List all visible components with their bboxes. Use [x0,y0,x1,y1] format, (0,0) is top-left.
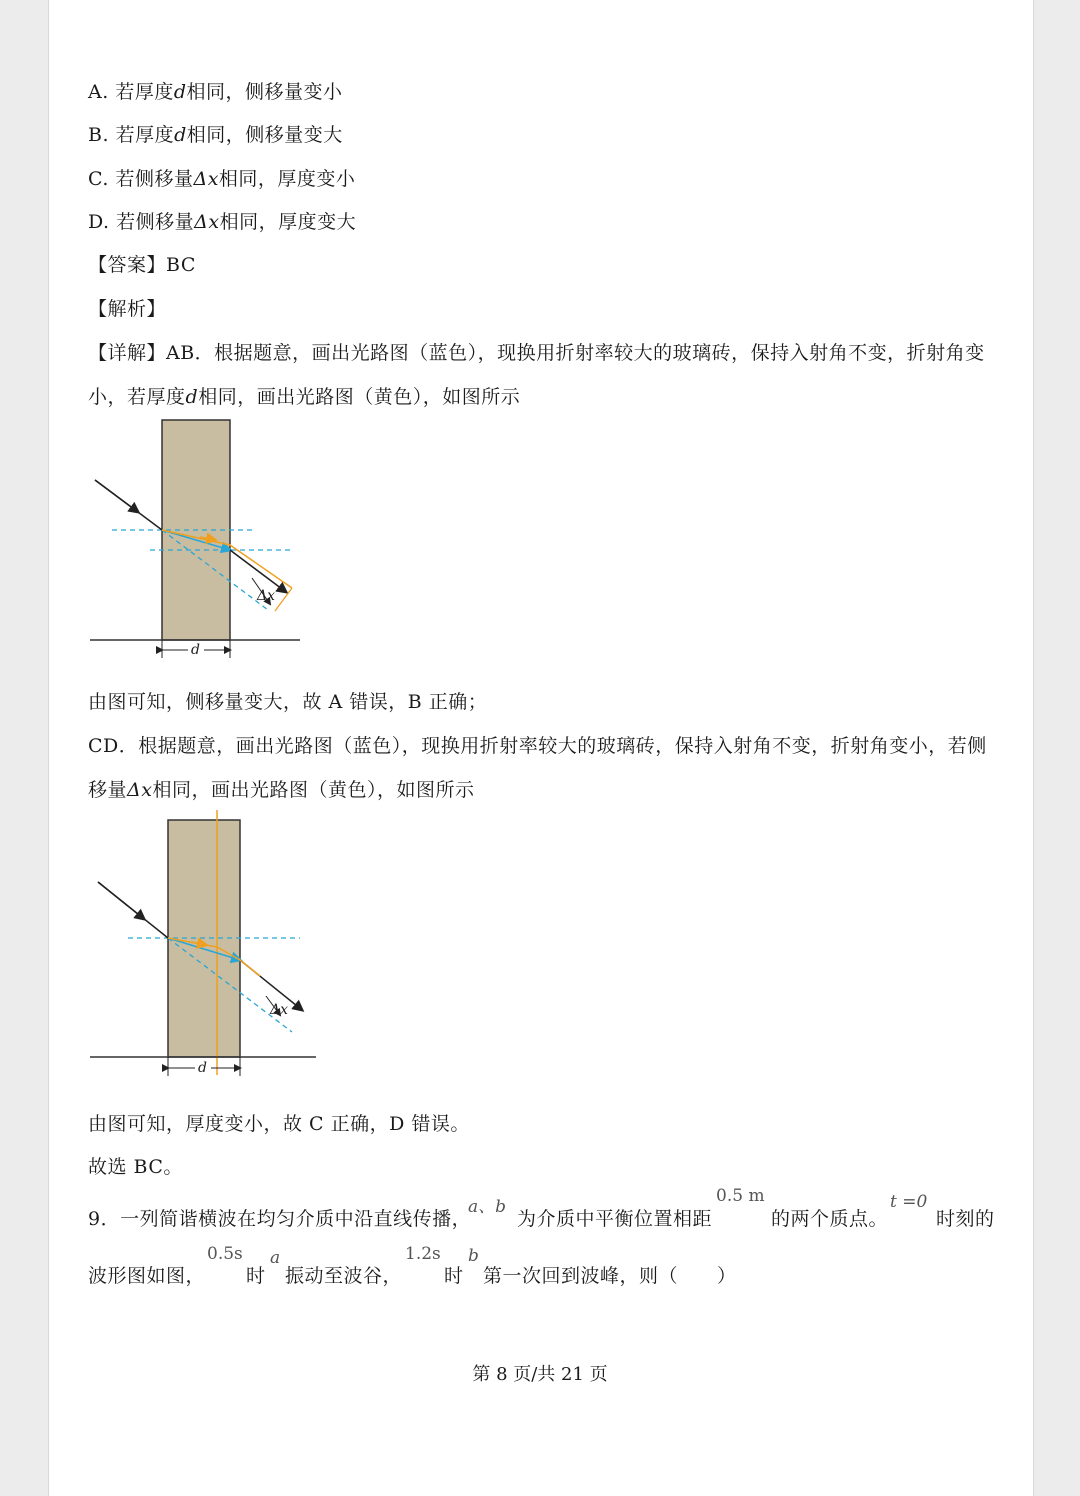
choose-line: 故选 BC。 [88,1156,183,1178]
incident-arrow [95,480,138,512]
q9-time2: 1.2s [405,1244,441,1264]
option-c: C. 若侧移量Δx相同，厚度变小 [88,168,356,190]
option-d: D. 若侧移量Δx相同，厚度变大 [88,211,357,233]
q9-line-2-c: 振动至波谷， [285,1265,403,1287]
cd-line-1: CD．根据题意，画出光路图（蓝色），现换用折射率较大的玻璃砖，保持入射角不变，折射角变小，若侧 [88,735,987,757]
conclusion-1: 由图可知，侧移量变大，故 A 错误，B 正确； [88,691,488,713]
q9-distance: 0.5 m [716,1186,765,1206]
q9-var-a: a [270,1248,281,1268]
detail-line-1: 【详解】AB．根据题意，画出光路图（蓝色），现换用折射率较大的玻璃砖，保持入射角不变，折射角变 [88,342,985,364]
dx-label-2: Δx [270,1002,289,1018]
q9-var-b: b [468,1246,479,1266]
answer-line: 【答案】BC [88,254,196,276]
page-footer: 第 8 页/共 21 页 [472,1364,608,1385]
d-label-2: d [198,1060,207,1076]
q9-time1: 0.5s [207,1244,243,1264]
incident-arrow-2 [98,882,144,919]
q9-line-2-e: 第一次回到波峰，则（ ） [483,1265,737,1287]
q9-line-1-part3: 的两个质点。 [771,1208,889,1230]
figure-1-light-path [80,410,320,670]
q9-line-1-part1: 9．一列简谐横波在均匀介质中沿直线传播， [88,1208,472,1230]
blue-exit-ray [230,550,286,592]
detail-line-2: 小，若厚度d相同，画出光路图（黄色），如图所示 [88,386,521,408]
conclusion-2: 由图可知，厚度变小，故 C 正确，D 错误。 [88,1113,470,1135]
q9-line-2-a: 波形图如图， [88,1265,206,1287]
q9-t0: t =0 [890,1192,928,1212]
q9-line-1-part4: 时刻的 [936,1208,995,1230]
dx-label-1: Δx [257,588,276,604]
q9-line-1-part2: 为介质中平衡位置相距 [517,1208,713,1230]
cd-line-2: 移量Δx相同，画出光路图（黄色），如图所示 [88,779,475,801]
d-label-1: d [191,642,200,658]
q9-line-2-d: 时 [444,1265,464,1287]
option-a: A. 若厚度d相同，侧移量变小 [88,81,343,103]
q9-line-2-b: 时 [246,1265,266,1287]
q9-ab: a、b [468,1197,507,1217]
option-b: B. 若厚度d相同，侧移量变大 [88,124,343,146]
analysis-label: 【解析】 [88,298,167,320]
yellow-dx-bracket [275,588,292,611]
figure-2-light-path [80,810,330,1085]
yellow-exit-segment [240,960,260,976]
